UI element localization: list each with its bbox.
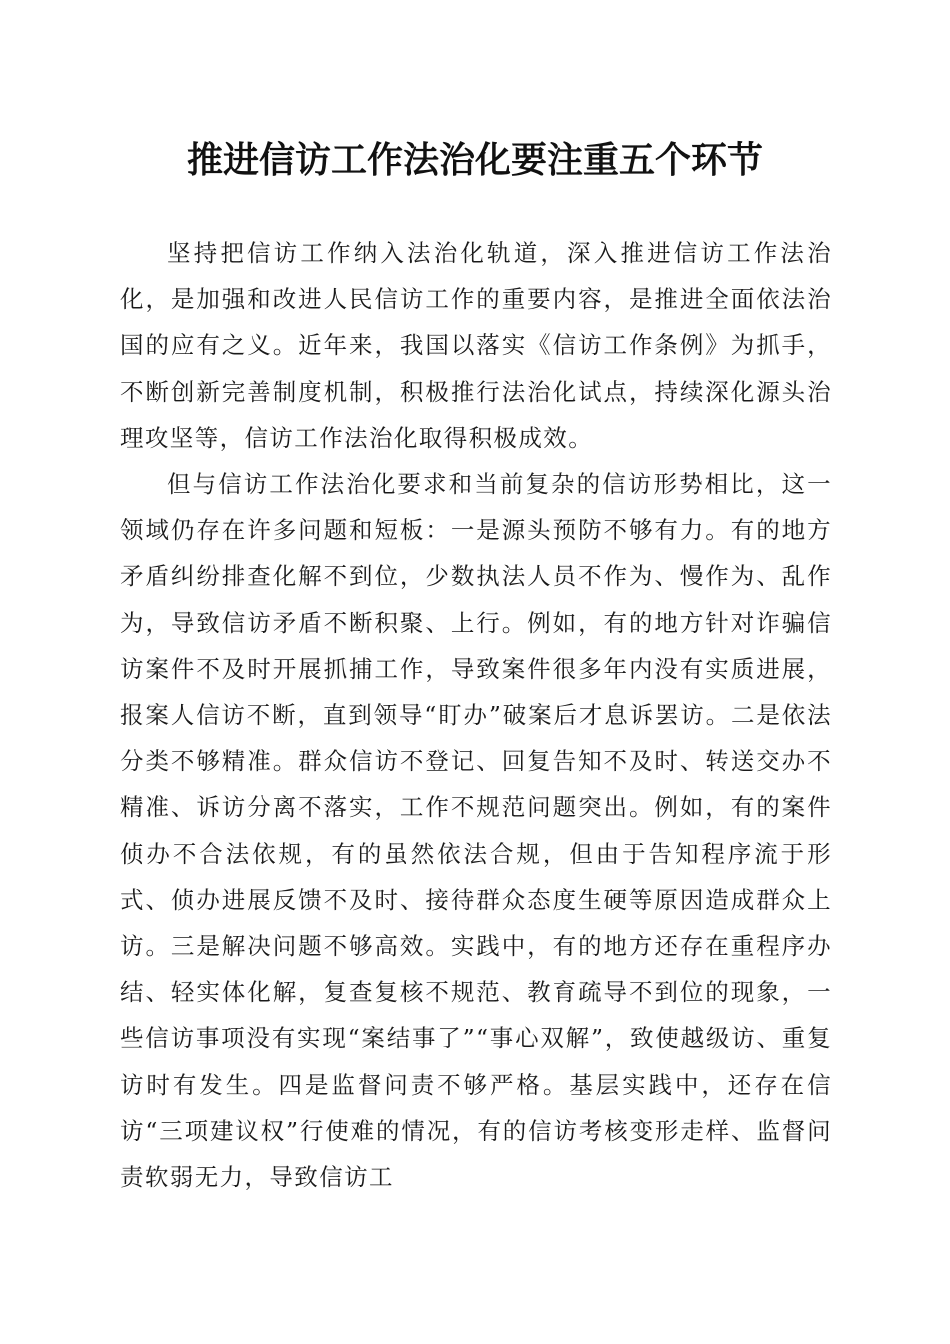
paragraph-intro: 坚持把信访工作纳入法治化轨道，深入推进信访工作法治化，是加强和改进人民信访工作的重要内容，是推进全面依法治国的应有之义。近年来，我国以落实《信访工作条例》为抓手，不断创新完善制度机制，积极推行法治化试点，持续深化源头治理攻坚等，信访工作法治化取得积极成效。 bbox=[120, 239, 832, 452]
paragraph-problems: 但与信访工作法治化要求和当前复杂的信访形势相比，这一领域仍存在许多问题和短板：一是源头预防不够有力。有的地方矛盾纠纷排查化解不到位，少数执法人员不作为、慢作为、乱作为，导致信访矛盾不断积聚、上行。例如，有的地方针对诈骗信访案件不及时开展抓捕工作，导致案件很多年内没有实质进展，报案人信访不断，直到领导“盯办”破案后才息诉罢访。二是依法分类不够精准。群众信访不登记、回复告知不及时、转送交办不精准、诉访分离不落实，工作不规范问题突出。例如，有的案件侦办不合法依规，有的虽然依法合规，但由于告知程序流于形式、侦办进展反馈不及时、接待群众态度生硬等原因造成群众上访。三是解决问题不够高效。实践中，有的地方还存在重程序办结、轻实体化解，复查复核不规范、教育疏导不到位的现象，一些信访事项没有实现“案结事了”“事心双解”，致使越级访、重复访时有发生。四是监督问责不够严格。基层实践中，还存在信访“三项建议权”行使难的情况，有的信访考核变形走样、监督问责软弱无力，导致信访工 bbox=[120, 470, 832, 1192]
document-body bbox=[120, 230, 832, 1200]
document-title: 推进信访工作法治化要注重五个环节 bbox=[186, 139, 763, 181]
